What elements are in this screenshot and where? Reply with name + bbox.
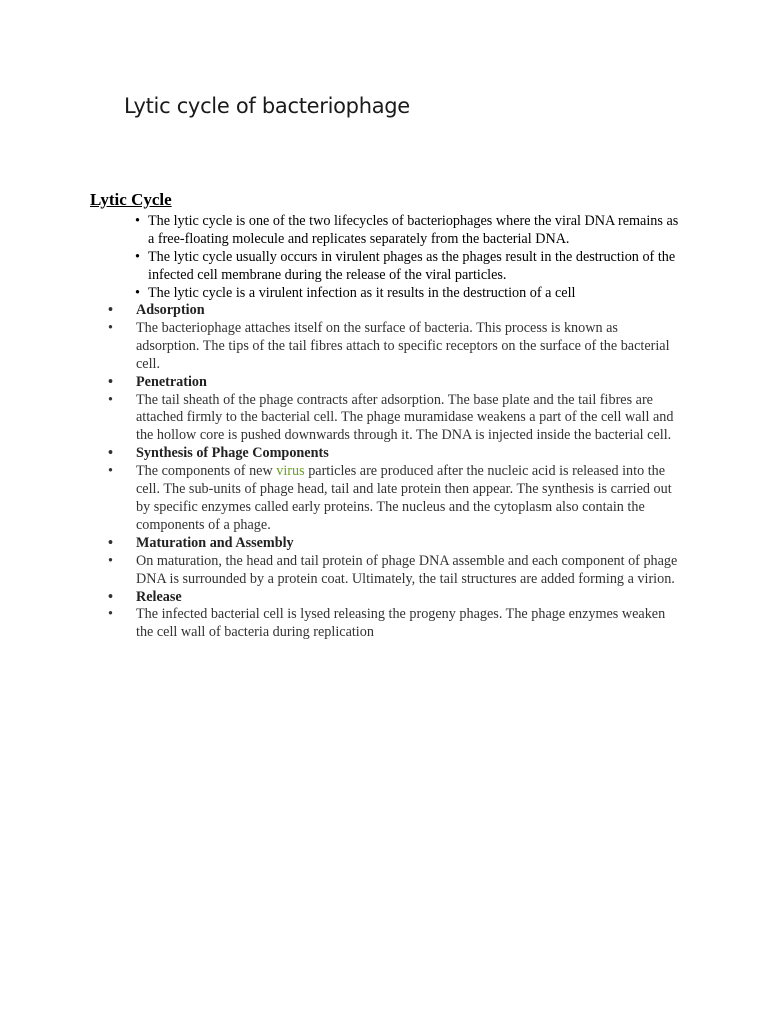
intro-bullet-3 [124,284,680,302]
step-heading-text: Maturation and Assembly [136,534,294,551]
document-title: Lytic cycle of bacteriophage [124,94,410,118]
intro-text: The lytic cycle is one of the two lifecycles of bacteriophages where the viral DNA remains as a free-floating molecule and replicates separately from the bacterial DNA. [148,213,679,247]
intro-bullet-2 [124,248,680,284]
step-heading-text: Synthesis of Phage Components [136,445,329,462]
bullet-marker: • [108,534,113,551]
step-body-text: The components of new [136,463,277,480]
step-text-release [108,606,680,642]
step-heading-text: Adsorption [136,302,205,318]
bullet-marker: • [108,463,113,480]
bullet-marker: • [108,391,113,408]
step-heading-text: Release [136,588,182,605]
intro-text: The lytic cycle is a virulent infection as it results in the destruction of a cell [148,285,576,301]
step-heading-penetration [108,374,680,392]
step-heading-release [108,589,680,607]
step-text-penetration [108,392,680,446]
step-text-maturation [108,553,680,589]
bullet-marker: • [108,445,113,462]
bullet-marker: • [108,319,113,336]
intro-bullet-1 [124,212,680,248]
bullet-marker: • [108,606,113,623]
step-body-text: The bacteriophage attaches itself on the surface of bacteria. This process is known as adsorption. The tips of the tail fibres attach to specific receptors on the surface of the bacterial cell. [136,319,670,372]
steps-bullet-list [108,302,680,642]
intro-bullet-list [124,212,680,302]
section-heading-lytic-cycle: Lytic Cycle [90,190,172,209]
intro-text: The lytic cycle usually occurs in virulent phages as the phages result in the destruction of the infected cell membrane during the release of the viral particles. [148,249,676,283]
step-body-text: On maturation, the head and tail protein of phage DNA assemble and each component of phage DNA is surrounded by a protein coat. Ultimately, the tail structures are added forming a virion. [136,552,678,587]
step-body-text: The tail sheath of the phage contracts after adsorption. The base plate and the tail fibres are attached firmly to the bacterial cell. The phage muramidase weakens a part of the cell wall and the hollow core is pushed downwards through it. The DNA is injected inside the bacterial cell. [136,391,674,444]
step-heading-synthesis [108,445,680,463]
bullet-marker: • [108,552,113,569]
step-heading-text: Penetration [136,373,207,390]
step-body-text: particles are produced after the nucleic acid is released into the cell. The sub-units of phage head, tail and late protein then appear. The synthesis is carried out by specific enzymes called early proteins. The nucleus and the cytoplasm also contain the components of a phage. [136,463,672,533]
step-heading-adsorption [108,302,680,320]
bullet-marker: • [108,302,113,318]
step-text-synthesis [108,463,680,535]
step-heading-maturation [108,535,680,553]
bullet-marker: • [108,373,113,390]
bullet-marker: • [135,213,140,229]
bullet-marker: • [135,285,140,301]
bullet-marker: • [108,588,113,605]
virus-link[interactable]: virus [276,463,305,480]
step-body-text: The infected bacterial cell is lysed releasing the progeny phages. The phage enzymes weaken the cell wall of bacteria during replication [136,606,666,641]
step-text-adsorption [108,320,680,374]
bullet-marker: • [135,249,140,265]
